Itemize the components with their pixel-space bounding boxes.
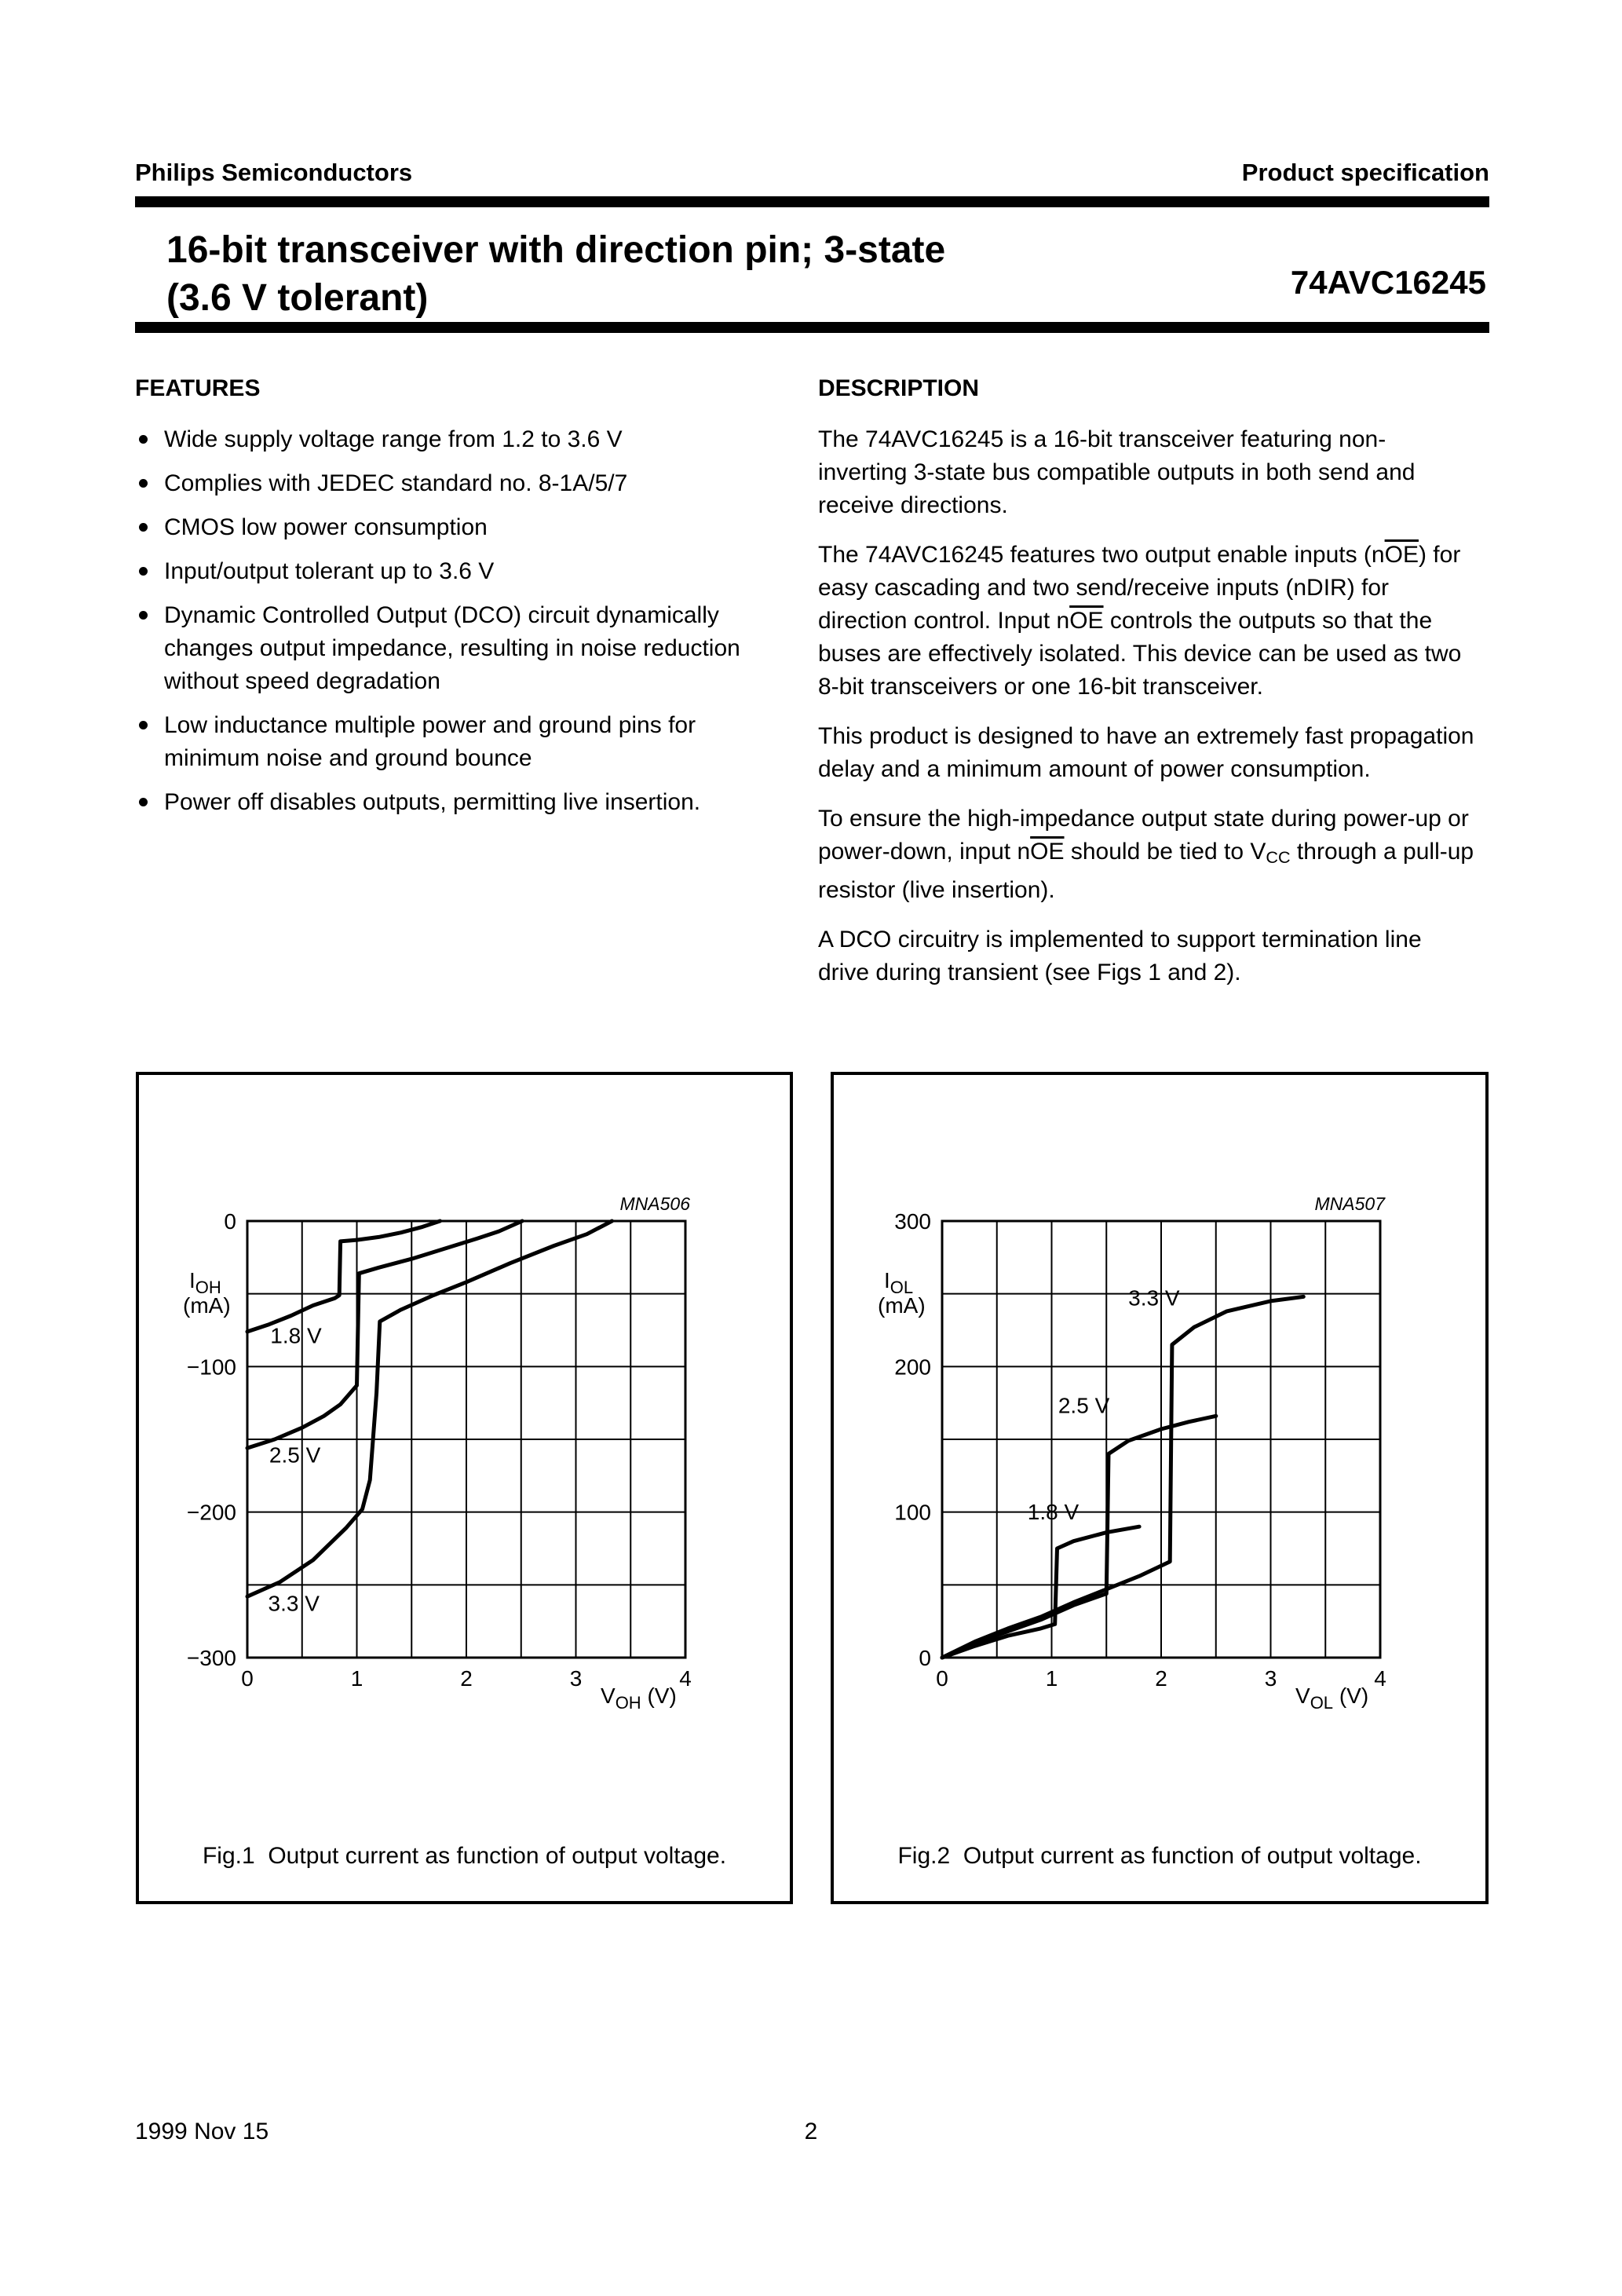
bullet-icon xyxy=(139,567,148,576)
feature-item xyxy=(135,511,763,544)
feature-item xyxy=(135,555,763,588)
figure-id: MNA507 xyxy=(1314,1194,1385,1214)
feature-item xyxy=(135,599,763,698)
y-axis-unit-label: (mA) xyxy=(183,1293,231,1318)
figure-2-box xyxy=(831,1072,1489,1904)
features-list xyxy=(135,423,763,819)
figure-1-box xyxy=(136,1072,793,1904)
feature-item-text: CMOS low power consumption xyxy=(164,514,488,540)
curve-label: 1.8 V xyxy=(270,1323,322,1348)
curve-label: 1.8 V xyxy=(1027,1499,1080,1524)
text-segment: This product is designed to have an extremely fast propagation delay and a minimum amount of power consumption. xyxy=(818,723,1474,782)
curve-label: 2.5 V xyxy=(1058,1393,1110,1418)
bullet-icon xyxy=(139,611,148,620)
description-paragraph xyxy=(818,423,1474,522)
fig2-chart xyxy=(834,1075,1485,1901)
curve-label: 3.3 V xyxy=(268,1591,320,1616)
x-axis-tick-label: 2 xyxy=(1155,1666,1167,1691)
curve-label: 3.3 V xyxy=(1128,1285,1180,1311)
features-section xyxy=(135,372,763,830)
x-axis-label: $V_{OH}$ (V) xyxy=(601,1684,677,1713)
y-axis-tick-label: 300 xyxy=(894,1209,931,1234)
fig1-caption: Fig.1 Output current as function of output voltage. xyxy=(202,1843,727,1869)
curve-1.8v xyxy=(942,1526,1139,1658)
title-rule xyxy=(135,322,1489,333)
y-axis-tick-label: 0 xyxy=(919,1646,931,1670)
x-axis-tick-label: 3 xyxy=(569,1666,583,1691)
document-title xyxy=(166,226,945,322)
figure-id: MNA506 xyxy=(619,1194,690,1214)
feature-item-text: Power off disables outputs, permitting live insertion. xyxy=(164,789,701,815)
y-axis-tick-label: −300 xyxy=(186,1646,236,1670)
y-axis-tick-label: −200 xyxy=(186,1500,236,1525)
bullet-icon xyxy=(139,523,148,532)
y-axis-tick-label: 100 xyxy=(894,1500,931,1525)
footer-date: 1999 Nov 15 xyxy=(135,2119,269,2144)
feature-item xyxy=(135,467,763,500)
x-axis-tick-label: 4 xyxy=(679,1666,692,1691)
feature-item-text: Low inductance multiple power and ground pins for minimum noise and ground bounce xyxy=(164,712,696,771)
header-rule xyxy=(135,196,1489,207)
text-segment: controls the outputs so that the buses are effectively isolated. This device can be used as two 8-bit transceivers or one 16-bit transceiver. xyxy=(818,608,1462,700)
feature-item-text: Dynamic Controlled Output (DCO) circuit dynamically changes output impedance, resulting in noise reduction without speed degradation xyxy=(164,602,740,694)
text-segment: A DCO circuitry is implemented to support termination line drive during transient (see Figs 1 and 2). xyxy=(818,926,1422,985)
fig1-chart xyxy=(139,1075,790,1901)
header-spec-type: Product specification xyxy=(1241,159,1489,186)
description-paragraph xyxy=(818,720,1474,786)
feature-item xyxy=(135,709,763,775)
y-axis-label: $I_{OH}$ xyxy=(189,1268,221,1297)
document-title-line1: 16-bit transceiver with direction pin; 3-state xyxy=(166,229,946,271)
description-paragraph xyxy=(818,923,1474,989)
bullet-icon xyxy=(139,798,148,806)
curve-label: 2.5 V xyxy=(269,1442,321,1468)
feature-item-text: Complies with JEDEC standard no. 8-1A/5/7 xyxy=(164,470,628,496)
description-section xyxy=(818,372,1474,1006)
document-title-line2: (3.6 V tolerant) xyxy=(166,277,429,319)
x-axis-tick-label: 1 xyxy=(350,1666,363,1691)
curve-2.5v xyxy=(942,1416,1216,1658)
x-axis-tick-label: 0 xyxy=(936,1666,948,1691)
y-axis-unit-label: (mA) xyxy=(878,1293,926,1318)
description-paragraph xyxy=(818,803,1474,907)
x-axis-tick-label: 3 xyxy=(1264,1666,1277,1691)
x-axis-tick-label: 2 xyxy=(460,1666,473,1691)
bullet-icon xyxy=(139,435,148,444)
feature-item xyxy=(135,786,763,819)
description-paragraph xyxy=(818,539,1474,704)
page-number: 2 xyxy=(804,2119,818,2144)
x-axis-label: $V_{OL}$ (V) xyxy=(1295,1684,1369,1713)
x-axis-tick-label: 4 xyxy=(1374,1666,1386,1691)
features-heading: FEATURES xyxy=(135,375,261,401)
text-segment: The 74AVC16245 is a 16-bit transceiver featuring non-inverting 3-state bus compatible outputs in both send and receive directions. xyxy=(818,426,1416,518)
text-segment: The 74AVC16245 features two output enable inputs (n xyxy=(818,542,1385,568)
bullet-icon xyxy=(139,721,148,729)
text-segment: ) for easy cascading and two send/receive inputs (nDIR) for direction control. Input n xyxy=(818,542,1461,634)
text-segment: through a pull-up resistor (live insertion). xyxy=(818,839,1474,903)
y-axis-tick-label: −100 xyxy=(186,1355,236,1380)
x-axis-tick-label: 1 xyxy=(1045,1666,1058,1691)
overline-text: $\overline{OE}$ xyxy=(1069,608,1104,634)
feature-item-text: Input/output tolerant up to 3.6 V xyxy=(164,558,495,584)
y-axis-tick-label: 0 xyxy=(224,1209,236,1234)
fig2-caption: Fig.2 Output current as function of output voltage. xyxy=(897,1843,1422,1869)
header-company: Philips Semiconductors xyxy=(135,159,413,186)
overline-text: $\overline{OE}$ xyxy=(1384,542,1419,568)
bullet-icon xyxy=(139,479,148,488)
overline-text: $\overline{OE}$ xyxy=(1030,839,1065,865)
description-heading: DESCRIPTION xyxy=(818,375,980,401)
subscript-text: CC xyxy=(1266,846,1291,867)
text-segment: To ensure the high-impedance output state during power-up or power-down, input n xyxy=(818,806,1469,865)
y-axis-tick-label: 200 xyxy=(894,1355,931,1380)
y-axis-label: $I_{OL}$ xyxy=(884,1268,914,1297)
x-axis-tick-label: 0 xyxy=(241,1666,254,1691)
part-number: 74AVC16245 xyxy=(1290,264,1486,301)
text-segment: should be tied to V xyxy=(1064,839,1266,865)
feature-item xyxy=(135,423,763,456)
feature-item-text: Wide supply voltage range from 1.2 to 3.6 V xyxy=(164,426,623,452)
